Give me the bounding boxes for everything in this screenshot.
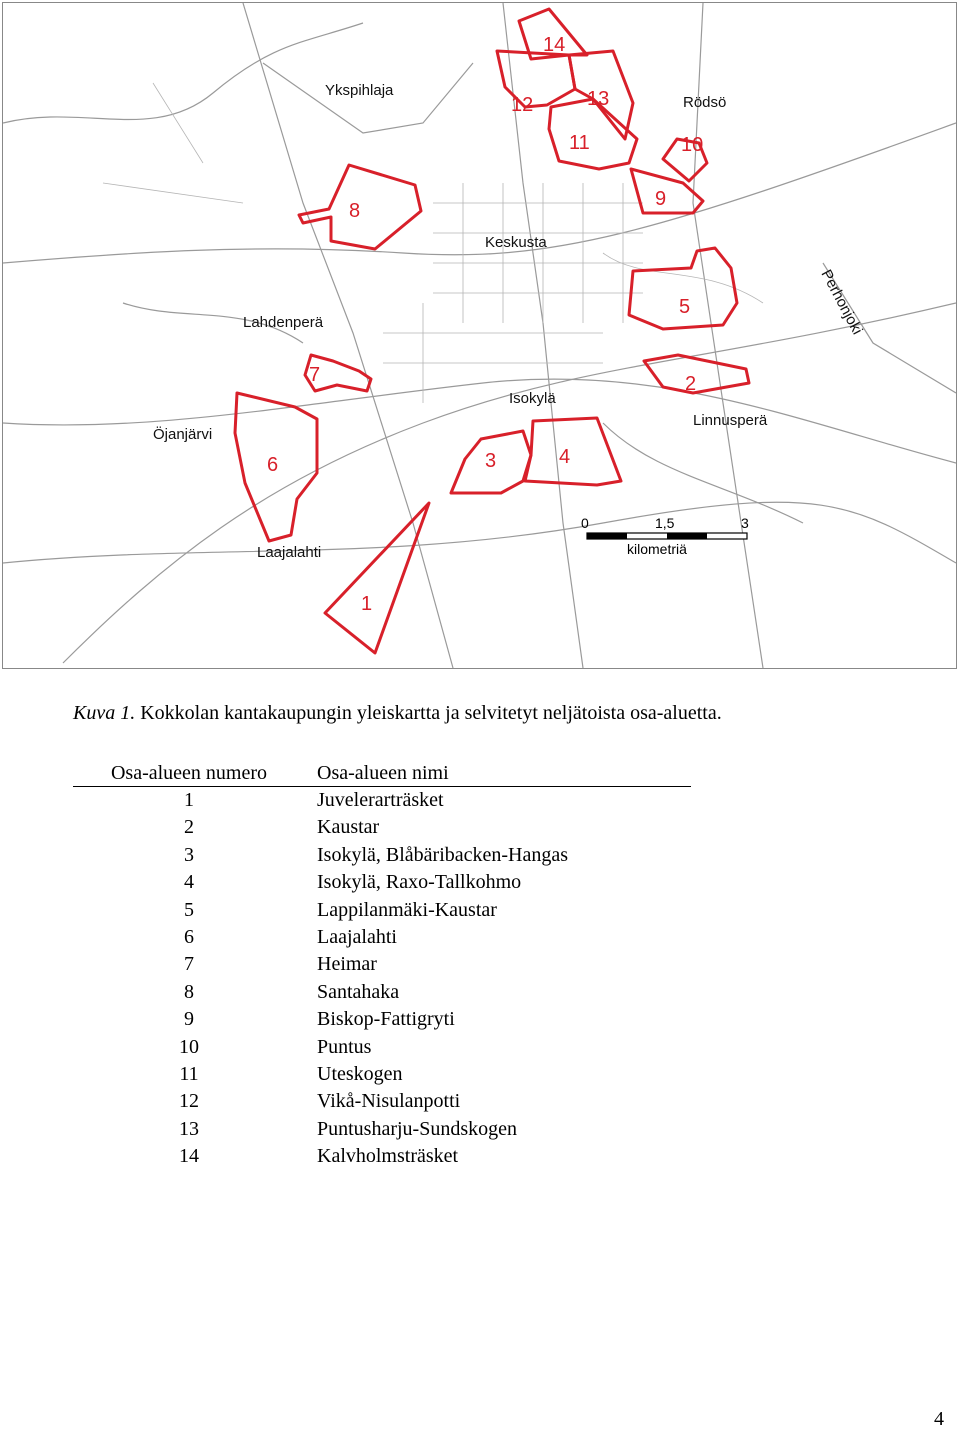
area-name: Kaustar: [317, 816, 380, 839]
region-number-4: 4: [559, 446, 571, 468]
table-row: [73, 842, 691, 869]
region-number-7: 7: [309, 364, 321, 386]
place-ojanjarvi: Öjanjärvi: [153, 426, 213, 443]
region-number-3: 3: [485, 450, 497, 472]
area-table: [73, 760, 691, 1171]
region-number-10: 10: [681, 134, 704, 156]
region-number-12: 12: [511, 94, 534, 116]
table-row: [73, 1006, 691, 1033]
area-number: 12: [179, 1090, 199, 1113]
area-number: 6: [184, 926, 194, 949]
table-row: [73, 1116, 691, 1143]
region-number-6: 6: [267, 454, 279, 476]
area-number: 13: [179, 1117, 199, 1140]
region-outline-9: [631, 169, 703, 213]
figure-caption-label: Kuva 1.: [73, 702, 136, 724]
area-name: Kalvholmsträsket: [317, 1145, 459, 1168]
area-name: Santahaka: [317, 980, 400, 1003]
area-number: 14: [179, 1145, 199, 1168]
area-table-header: [73, 760, 691, 787]
header-number: Osa-alueen numero: [73, 760, 305, 787]
figure-caption: [73, 702, 722, 725]
area-number: 8: [184, 980, 194, 1003]
area-name: Biskop-Fattigryti: [317, 1008, 455, 1031]
street-network: [3, 3, 956, 668]
header-name: Osa-alueen nimi: [305, 760, 691, 787]
scale-tick-end: 3: [741, 515, 749, 531]
city-map: [2, 2, 957, 669]
area-name: Heimar: [317, 953, 377, 976]
table-row: [73, 787, 691, 815]
region-outline-4: [525, 418, 621, 485]
region-number-2: 2: [685, 373, 697, 395]
region-number-5: 5: [679, 296, 691, 318]
table-row: [73, 1143, 691, 1170]
region-number-9: 9: [655, 188, 667, 210]
area-name: Lappilanmäki-Kaustar: [317, 898, 497, 921]
place-isokyla: Isokylä: [509, 390, 556, 407]
area-number: 9: [184, 1008, 194, 1031]
scale-bar-segment-b: [667, 533, 707, 539]
place-lahdenpera: Lahdenperä: [243, 314, 324, 331]
area-name: Uteskogen: [317, 1063, 403, 1086]
scale-bar-segment-a: [587, 533, 627, 539]
area-number: 11: [179, 1063, 199, 1086]
place-perhonjoki: Perhonjoki: [817, 266, 866, 338]
area-name: Laajalahti: [317, 926, 397, 949]
region-number-14: 14: [543, 34, 566, 56]
place-keskusta: Keskusta: [485, 234, 547, 251]
area-name: Isokylä, Raxo-Tallkohmo: [317, 871, 522, 894]
table-row: [73, 924, 691, 951]
figure-caption-text: Kokkolan kantakaupungin yleiskartta ja selvitetyt neljätoista osa-aluetta.: [135, 702, 722, 724]
place-ykspihlaja: Ykspihlaja: [325, 82, 394, 99]
map-canvas: [3, 3, 956, 668]
area-name: Vikå-Nisulanpotti: [317, 1090, 461, 1113]
table-row: [73, 979, 691, 1006]
area-name: Puntusharju-Sundskogen: [317, 1117, 517, 1140]
area-number: 5: [184, 898, 194, 921]
table-row: [73, 1088, 691, 1115]
area-name: Juvelerarträsket: [317, 789, 444, 811]
area-number: 10: [179, 1035, 199, 1058]
area-number: 1: [184, 789, 194, 811]
scale-bar: [581, 515, 749, 557]
table-row: [73, 814, 691, 841]
area-number: 7: [184, 953, 194, 976]
area-number: 2: [184, 816, 194, 839]
place-rodso: Rödsö: [683, 94, 727, 111]
page-number: 4: [934, 1408, 944, 1430]
street-network-dense: [103, 83, 763, 403]
table-row: [73, 869, 691, 896]
table-row: [73, 1061, 691, 1088]
place-linnuspera: Linnusperä: [693, 412, 768, 429]
area-name: Puntus: [317, 1035, 372, 1058]
table-row: [73, 897, 691, 924]
region-number-11: 11: [569, 132, 590, 154]
table-row: [73, 951, 691, 978]
scale-unit: kilometriä: [627, 541, 687, 557]
table-row: [73, 1034, 691, 1061]
region-number-8: 8: [349, 200, 361, 222]
scale-tick-mid: 1,5: [655, 515, 675, 531]
place-laajalahti: Laajalahti: [257, 544, 322, 561]
region-numbers: [267, 34, 703, 615]
scale-tick-0: 0: [581, 515, 589, 531]
region-number-1: 1: [361, 593, 373, 615]
region-number-13: 13: [587, 88, 610, 110]
area-name: Isokylä, Blåbäribacken-Hangas: [317, 843, 569, 866]
area-number: 4: [184, 871, 194, 894]
area-number: 3: [184, 843, 194, 866]
